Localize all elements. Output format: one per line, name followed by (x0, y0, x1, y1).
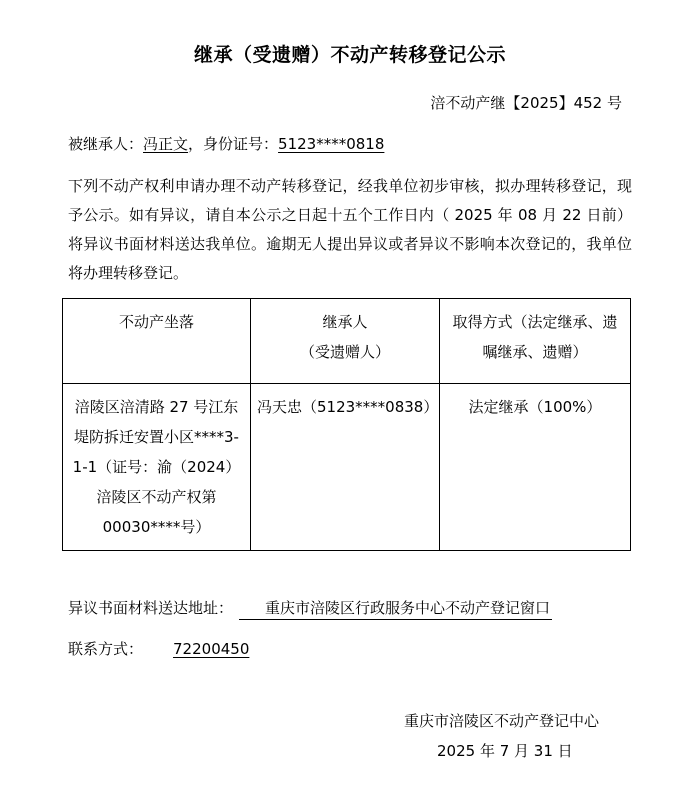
document-number: 涪不动产继【2025】452 号 (430, 94, 622, 112)
decedent-name: 冯正文 (143, 135, 189, 153)
row-method: 法定继承（100%） (440, 384, 631, 551)
contact-line (68, 638, 249, 659)
row-location: 涪陵区涪清路 27 号江东堤防拆迁安置小区****3-1-1（证号：渝（2024）涪陵区不动产权第 00030****号） (63, 384, 251, 551)
id-label: ，身份证号： (188, 135, 279, 153)
header-heir-line1: 继承人 (322, 313, 368, 331)
issuer-name: 重庆市涪陵区不动产登记中心 (404, 712, 600, 730)
page-title: 继承（受遗赠）不动产转移登记公示 (193, 44, 506, 66)
objection-address-label: 异议书面材料送达地址： (68, 599, 234, 617)
contact-value: 72200450 (173, 640, 250, 658)
header-heir-line2: （受遗赠人） (299, 343, 390, 361)
header-location: 不动产坐落 (63, 299, 251, 384)
row-heir: 冯天忠（5123****0838） (251, 384, 440, 551)
header-method: 取得方式（法定继承、遗嘱继承、遗赠） (440, 299, 631, 384)
objection-address-value: 重庆市涪陵区行政服务中心不动产登记窗口 (239, 597, 552, 620)
notice-body: 下列不动产权利申请办理不动产转移登记，经我单位初步审核，拟办理转移登记，现予公示。如有异议，请自本公示之日起十五个工作日内（ 2025 年 08 月 22 日前）将异议书面材料送达我单位。逾期无人提出异议或者异议不影响本次登记的，我单位将办理转移登记。 (68, 177, 632, 282)
issue-date: 2025 年 7 月 31 日 (437, 742, 573, 760)
table-header-row (63, 299, 631, 384)
table-row (63, 384, 631, 551)
header-heir (251, 299, 440, 384)
decedent-id-number: 5123****0818 (278, 135, 385, 153)
contact-label: 联系方式： (68, 640, 144, 658)
decedent-label: 被继承人： (68, 135, 144, 153)
decedent-line (68, 133, 384, 154)
objection-address-line (68, 597, 552, 620)
property-table (62, 298, 631, 551)
